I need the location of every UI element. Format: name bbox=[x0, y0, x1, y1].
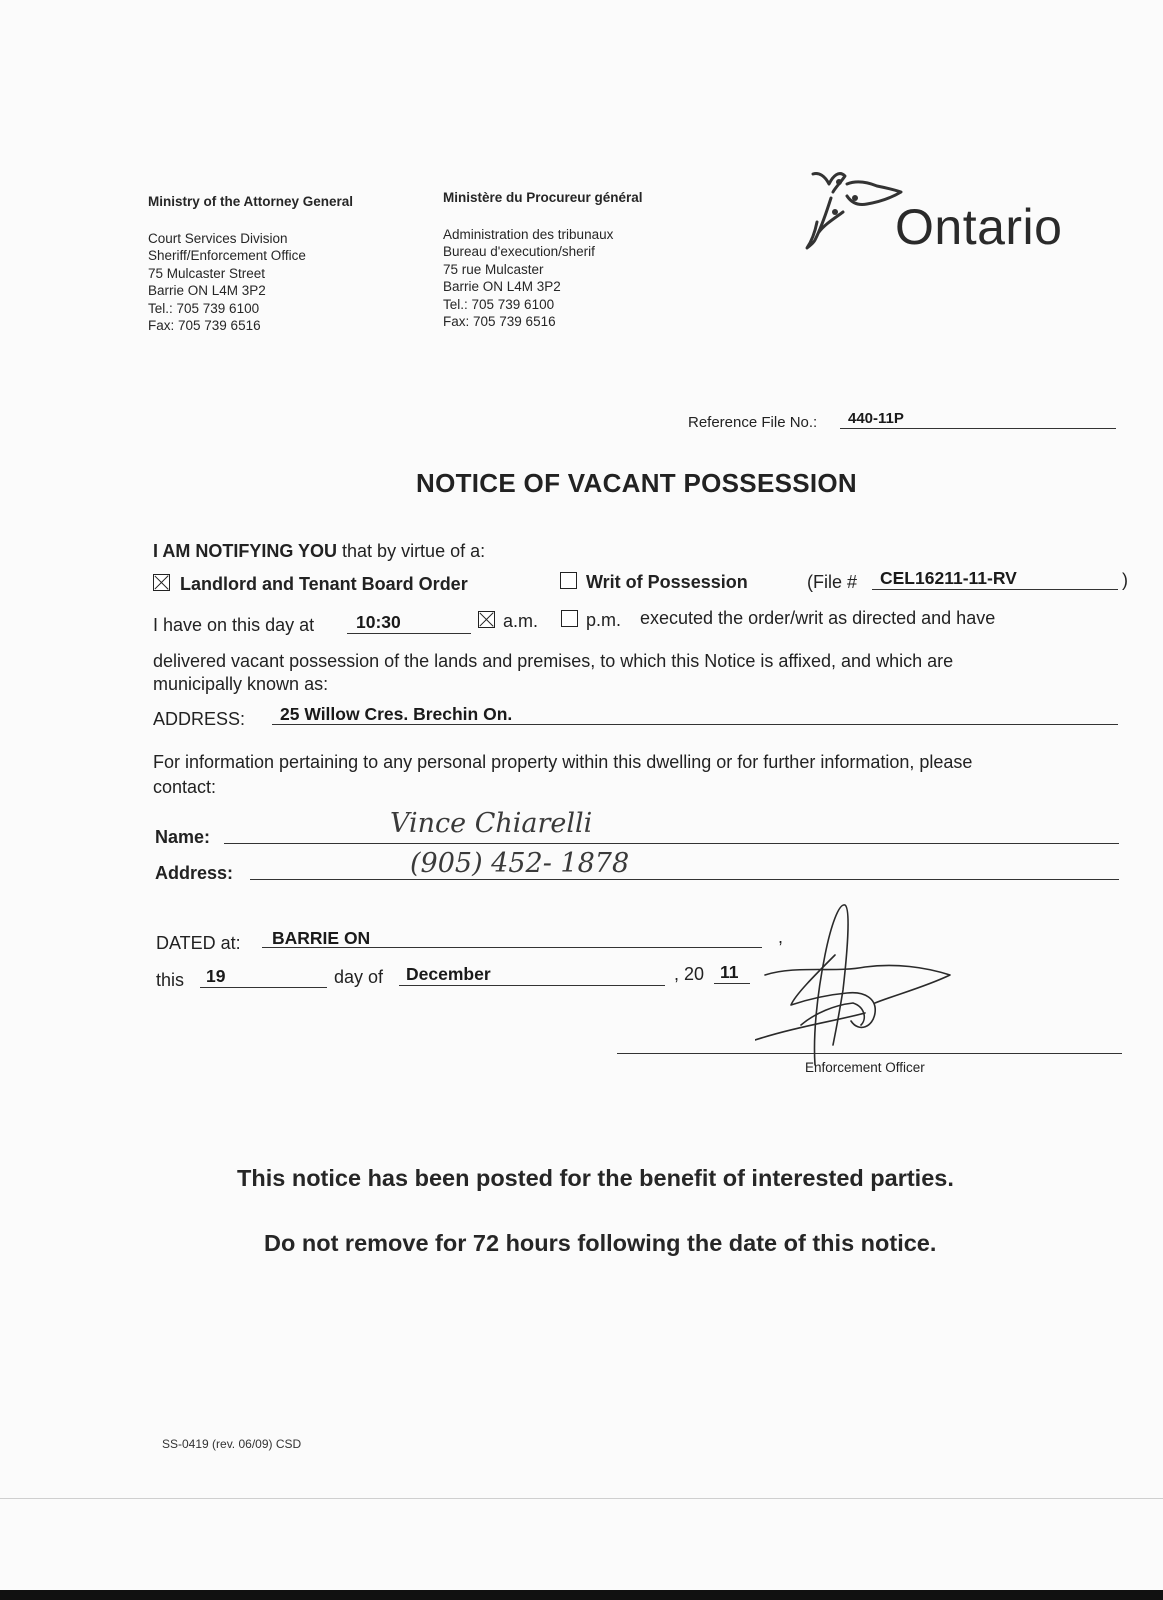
header-left-line: Tel.: 705 739 6100 bbox=[148, 300, 260, 316]
day-of-label: day of bbox=[334, 967, 384, 987]
dated-comma: , bbox=[778, 927, 784, 947]
scan-edge bbox=[0, 1498, 1163, 1499]
reference-value: 440-11P bbox=[848, 410, 904, 427]
this-label: this bbox=[156, 970, 185, 990]
officer-signature bbox=[755, 895, 965, 1070]
notice-line-2: Do not remove for 72 hours following the date of this notice. bbox=[264, 1230, 937, 1256]
address-label: ADDRESS: bbox=[153, 709, 246, 729]
notify-rest: that by virtue of a: bbox=[342, 541, 486, 561]
dated-label: DATED at: bbox=[156, 933, 241, 953]
header-right-line: 75 rue Mulcaster bbox=[443, 261, 544, 277]
contact-address-label: Address: bbox=[155, 863, 234, 883]
ltb-checkbox[interactable] bbox=[153, 574, 170, 591]
header-right-line: Tel.: 705 739 6100 bbox=[443, 296, 555, 312]
year-prefix: , 20 bbox=[674, 964, 705, 984]
file-close: ) bbox=[1122, 570, 1128, 590]
header-left-line: 75 Mulcaster Street bbox=[148, 265, 266, 281]
year-value: 11 bbox=[720, 962, 739, 982]
contact-name-value: Vince Chiarelli bbox=[390, 808, 593, 839]
month-value: December bbox=[406, 964, 491, 984]
notice-line-1: This notice has been posted for the benefit of interested parties. bbox=[237, 1165, 954, 1191]
notify-line bbox=[153, 541, 485, 562]
signature-role: Enforcement Officer bbox=[805, 1060, 925, 1075]
notify-lead: I AM NOTIFYING YOU bbox=[153, 541, 338, 561]
time-prefix: I have on this day at bbox=[153, 615, 315, 635]
address-value: 25 Willow Cres. Brechin On. bbox=[280, 704, 513, 724]
am-label: a.m. bbox=[503, 611, 539, 631]
header-right bbox=[443, 189, 643, 331]
day-line bbox=[200, 987, 327, 988]
contact-address-line bbox=[250, 879, 1119, 880]
option-ltb[interactable] bbox=[153, 574, 468, 595]
day-value: 19 bbox=[206, 966, 226, 986]
contact-name-label: Name: bbox=[155, 827, 211, 847]
dated-place: BARRIE ON bbox=[272, 928, 371, 948]
writ-checkbox[interactable] bbox=[560, 572, 577, 589]
ltb-label: Landlord and Tenant Board Order bbox=[180, 574, 468, 594]
body-line-3: municipally known as: bbox=[153, 674, 329, 694]
header-right-line: Fax: 705 739 6516 bbox=[443, 314, 556, 329]
pm-option[interactable] bbox=[561, 610, 621, 631]
pm-label: p.m. bbox=[586, 610, 622, 630]
writ-label: Writ of Possession bbox=[586, 572, 748, 592]
time-value: 10:30 bbox=[356, 612, 401, 632]
info-line-2: contact: bbox=[153, 777, 217, 797]
option-writ[interactable] bbox=[560, 572, 748, 593]
file-value: CEL16211-11-RV bbox=[880, 568, 1017, 588]
am-option[interactable] bbox=[478, 611, 538, 632]
form-code: SS-0419 (rev. 06/09) CSD bbox=[162, 1437, 302, 1451]
file-line bbox=[872, 589, 1118, 590]
contact-name-line bbox=[224, 843, 1119, 844]
time-suffix: executed the order/writ as directed and have bbox=[640, 608, 996, 628]
am-checkbox[interactable] bbox=[478, 611, 495, 628]
year-line bbox=[714, 983, 750, 984]
ministry-title-en: Ministry of the Attorney General bbox=[148, 194, 354, 209]
body-line-2: delivered vacant possession of the lands and premises, to which this Notice is affixed, and which are bbox=[153, 651, 954, 671]
reference-line bbox=[840, 428, 1116, 429]
header-right-line: Bureau d'execution/sherif bbox=[443, 244, 595, 259]
header-left-line: Barrie ON L4M 3P2 bbox=[148, 283, 266, 298]
info-line-1: For information pertaining to any personal property within this dwelling or for further information, please bbox=[153, 752, 973, 772]
contact-address-value: (905) 452- 1878 bbox=[410, 848, 630, 879]
reference-label: Reference File No.: bbox=[688, 414, 818, 431]
pm-checkbox[interactable] bbox=[561, 610, 578, 627]
header-right-line: Barrie ON L4M 3P2 bbox=[443, 279, 561, 294]
ministry-title-fr: Ministère du Procureur général bbox=[443, 190, 643, 205]
page-title: NOTICE OF VACANT POSSESSION bbox=[416, 468, 857, 498]
header-left-line: Court Services Division bbox=[148, 230, 288, 246]
file-label: (File # bbox=[807, 572, 858, 592]
header-left bbox=[148, 193, 353, 335]
scan-bottom-band bbox=[0, 1590, 1163, 1600]
month-line bbox=[399, 985, 665, 986]
ontario-logo bbox=[805, 162, 1105, 262]
time-line bbox=[347, 633, 471, 634]
signature-line bbox=[617, 1053, 1122, 1054]
header-left-line: Fax: 705 739 6516 bbox=[148, 318, 261, 333]
header-left-line: Sheriff/Enforcement Office bbox=[148, 248, 306, 263]
ontario-wordmark: Ontario bbox=[895, 199, 1063, 255]
header-right-line: Administration des tribunaux bbox=[443, 226, 614, 242]
